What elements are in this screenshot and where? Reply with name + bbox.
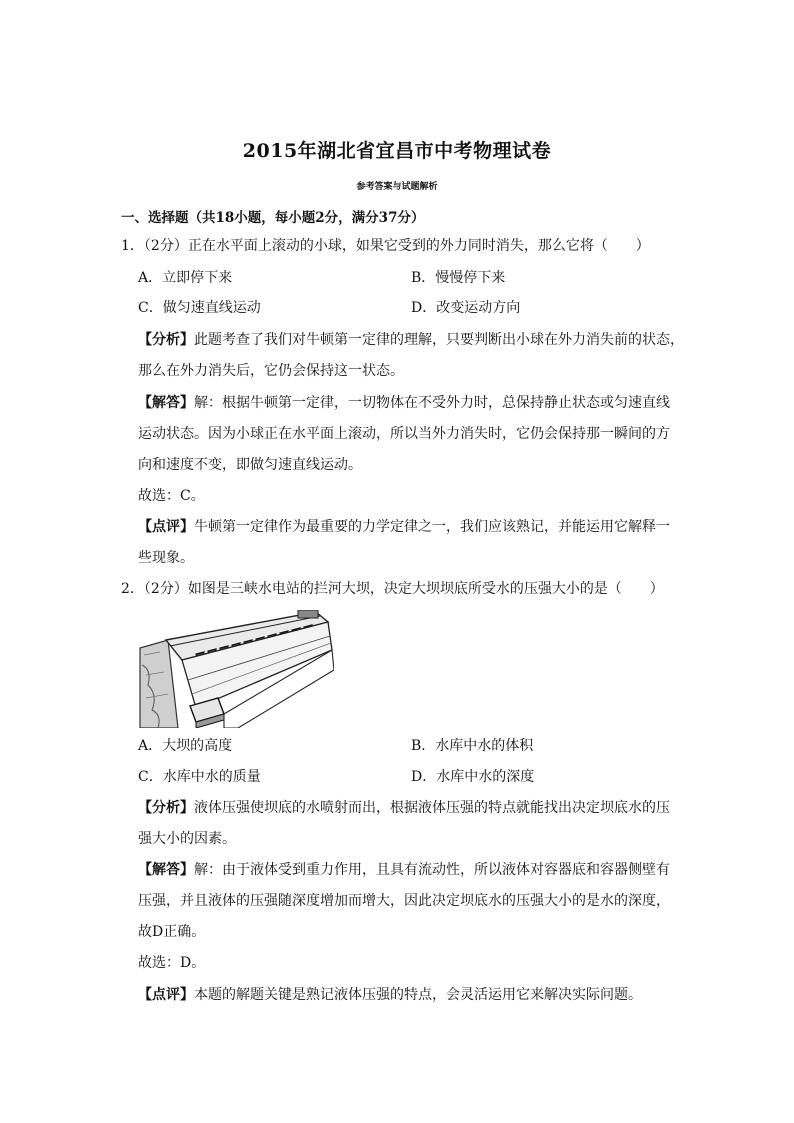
q2-comment — [138, 985, 642, 1005]
page-title: 2015年湖北省宜昌市中考物理试卷 — [242, 140, 552, 162]
q2-option-a: A．大坝的高度 — [138, 738, 233, 754]
q1-answer-text-2: 运动状态。因为小球正在水平面上滚动，所以当外力消失时，它仍会保持那一瞬间的方 — [138, 426, 670, 442]
answer-tag: 【解答】 — [138, 862, 194, 878]
q1-analysis-text-2: 那么在外力消失后，它仍会保持这一状态。 — [138, 363, 404, 379]
q2-answer-text-3: 故D正确。 — [138, 924, 206, 940]
analysis-tag: 【分析】 — [138, 332, 194, 348]
q1-comment — [138, 517, 670, 537]
q1-choice: 故选：C。 — [138, 488, 205, 504]
section-heading: 一、选择题（共18小题，每小题2分，满分37分） — [121, 210, 425, 226]
q1-option-a: A．立即停下来 — [138, 270, 233, 286]
dam-illustration-icon — [138, 610, 334, 728]
q1-analysis — [138, 330, 684, 350]
q2-answer — [138, 860, 670, 880]
comment-tag: 【点评】 — [138, 987, 194, 1003]
q1-stem: 1．（2分）正在水平面上滚动的小球，如果它受到的外力同时消失，那么它将（ ） — [121, 238, 650, 254]
q2-comment-text-1: 本题的解题关键是熟记液体压强的特点，会灵活运用它来解决实际问题。 — [194, 987, 642, 1003]
q1-answer-text-1: 解：根据牛顿第一定律，一切物体在不受外力时，总保持静止状态或匀速直线 — [194, 395, 670, 411]
q2-answer-text-1: 解：由于液体受到重力作用，且具有流动性，所以液体对容器底和容器侧壁有 — [194, 862, 670, 878]
analysis-tag: 【分析】 — [138, 800, 194, 816]
answer-tag: 【解答】 — [138, 395, 194, 411]
q2-option-b: B．水库中水的体积 — [411, 738, 534, 754]
q1-analysis-text-1: 此题考查了我们对牛顿第一定律的理解，只要判断出小球在外力消失前的状态， — [194, 332, 684, 348]
comment-tag: 【点评】 — [138, 519, 194, 535]
q1-option-d: D．改变运动方向 — [411, 300, 521, 316]
q2-option-d: D．水库中水的深度 — [411, 769, 535, 785]
q1-comment-text-2: 些现象。 — [138, 550, 194, 566]
q1-answer-text-3: 向和速度不变，即做匀速直线运动。 — [138, 457, 362, 473]
page-subtitle: 参考答案与试题解析 — [356, 182, 438, 192]
q2-analysis — [138, 798, 670, 818]
q2-stem: 2．（2分）如图是三峡水电站的拦河大坝，决定大坝坝底所受水的压强大小的是（ ） — [121, 581, 664, 597]
q2-analysis-text-2: 强大小的因素。 — [138, 831, 236, 847]
q2-answer-text-2: 压强，并且液体的压强随深度增加而增大，因此决定坝底水的压强大小的是水的深度， — [138, 893, 670, 909]
q1-answer — [138, 393, 670, 413]
q1-option-b: B．慢慢停下来 — [411, 270, 506, 286]
q2-analysis-text-1: 液体压强使坝底的水喷射而出，根据液体压强的特点就能找出决定坝底水的压 — [194, 800, 670, 816]
q2-option-c: C．水库中水的质量 — [138, 769, 261, 785]
q1-option-c: C．做匀速直线运动 — [138, 300, 261, 316]
q2-choice: 故选：D。 — [138, 955, 206, 971]
q1-comment-text-1: 牛顿第一定律作为最重要的力学定律之一，我们应该熟记，并能运用它解释一 — [194, 519, 670, 535]
